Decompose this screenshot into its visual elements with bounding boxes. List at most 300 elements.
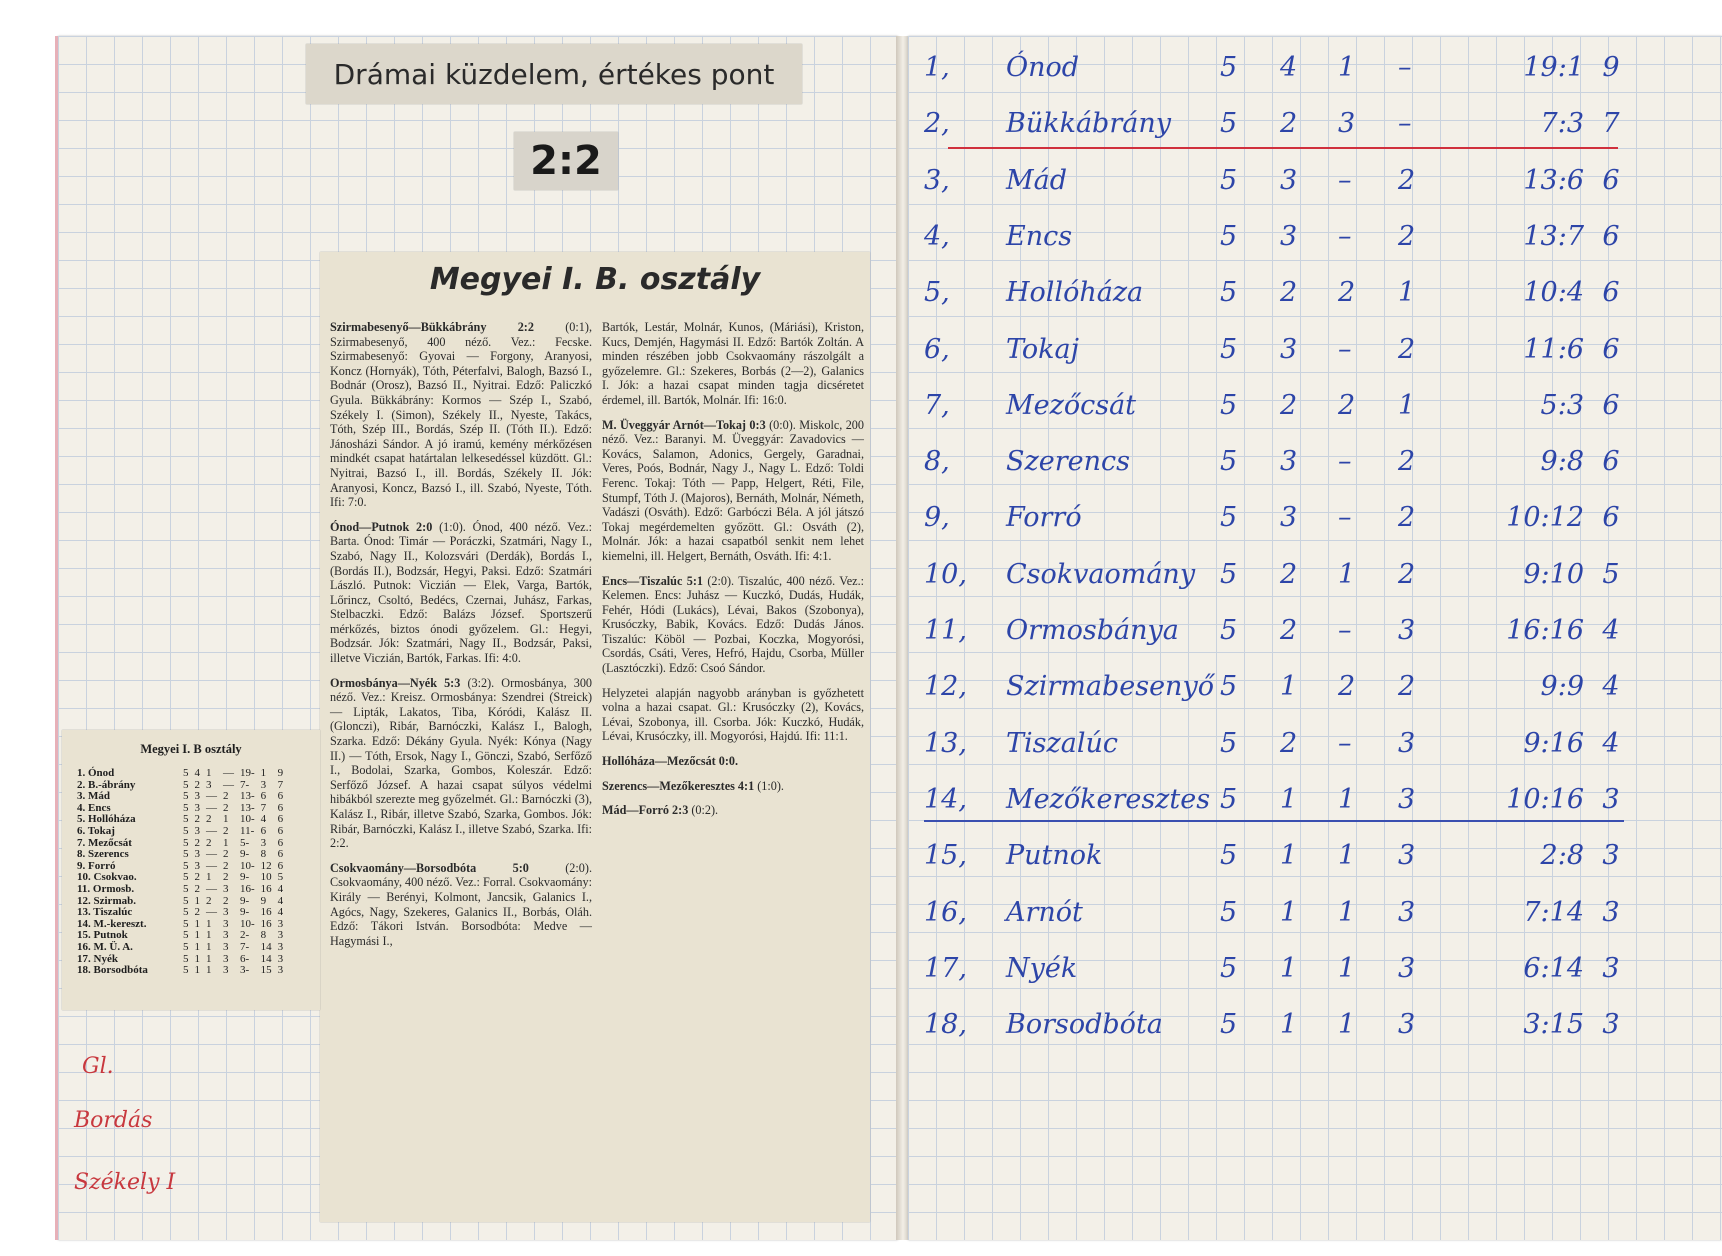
- article-paragraph: [602, 320, 864, 408]
- printed-stat-cell: 9-: [240, 871, 250, 884]
- printed-stat-cell: 4: [277, 906, 284, 919]
- handwritten-d-cell: 1: [1338, 840, 1356, 872]
- handwritten-goals-cell: 10:16: [1506, 783, 1584, 815]
- printed-stat-cell: 1: [206, 929, 212, 942]
- printed-stat-cell: 1: [206, 952, 212, 965]
- printed-stat-cell: 5: [183, 929, 189, 942]
- article-paragraph: [602, 803, 864, 818]
- printed-stat-cell: 1: [194, 917, 200, 930]
- printed-stat-cell: 3: [194, 801, 200, 814]
- printed-stat-cell: 16: [260, 882, 272, 895]
- handwritten-p-cell: 5: [1220, 727, 1238, 759]
- match-heading: Ormosbánya—Nyék 5:3: [330, 675, 461, 690]
- handwritten-pts-cell: 6: [1602, 333, 1620, 365]
- printed-stat-cell: 2: [223, 824, 229, 837]
- printed-stat-cell: 13-: [240, 801, 255, 814]
- printed-stat-cell: 10: [260, 871, 272, 884]
- printed-stat-cell: 1: [260, 767, 267, 779]
- printed-stat-cell: 16: [260, 917, 272, 930]
- handwritten-l-cell: 3: [1398, 840, 1416, 872]
- match-heading: M. Üveggyár Arnót—Tokaj 0:3: [602, 417, 766, 432]
- handwritten-rank-cell: 7,: [924, 389, 950, 421]
- printed-stat-cell: 3: [277, 929, 284, 942]
- handwritten-pts-cell: 6: [1602, 277, 1620, 309]
- handwritten-w-cell: 1: [1280, 896, 1298, 928]
- handwritten-pts-cell: 6: [1602, 502, 1620, 534]
- printed-stat-cell: 1: [206, 940, 212, 953]
- handwritten-team-cell: Tokaj: [1006, 333, 1079, 365]
- handwritten-pts-cell: 7: [1602, 108, 1620, 140]
- headline-text: Drámai küzdelem, értékes pont: [333, 57, 775, 91]
- handwritten-pts-cell: 4: [1602, 671, 1620, 703]
- printed-stat-cell: 5: [183, 836, 189, 849]
- handwritten-d-cell: –: [1338, 727, 1352, 759]
- article-paragraph: [602, 574, 864, 676]
- handwritten-p-cell: 5: [1220, 896, 1238, 928]
- printed-standings-row: [74, 849, 286, 861]
- match-heading: Szirmabesenyő—Bükkábrány 2:2: [330, 320, 534, 334]
- handwritten-rank-cell: 2,: [924, 108, 950, 140]
- handwritten-pts-cell: 9: [1602, 52, 1620, 83]
- handwritten-pts-cell: 3: [1602, 783, 1620, 815]
- printed-team-cell: 14. M.-kereszt.: [77, 917, 147, 930]
- printed-stat-cell: 3: [194, 824, 200, 837]
- handwritten-l-cell: 3: [1398, 1009, 1416, 1041]
- handwritten-w-cell: 2: [1280, 558, 1298, 590]
- handwritten-w-cell: 3: [1280, 220, 1298, 252]
- printed-stat-cell: 6: [277, 824, 284, 837]
- article-paragraph: [330, 320, 592, 510]
- handwritten-w-cell: 2: [1280, 389, 1298, 421]
- printed-standings-row: [74, 768, 286, 780]
- handwritten-team-cell: Mád: [1006, 164, 1068, 196]
- match-report-text: (1:0). Ónod, 400 néző. Vez.: Barta. Ónod: Timár — Poráczki, Szatmári, Nagy I., Szabó, Nagy II., Kolozsvári (Derdák), Bordás I., (Bordás II.), Bodzsár, Hegyi, Paksi. Edző: Szatmári László. Putnok: Viczián — Elek, Varga, Bartók, Lőrincz, Csoltó, Bedécs, Czernai, Juhász, Farkas, Stelbaczki. Edző: Balázs József. Sportszerű mérkőzés, biztos ónodi győzelem. Gl.: Hegyi, Bodzsár. Jók: Szatmári, Nagy II., Bodzsár, Paksi, illetve Viczián, Bartók, Farkas. Ifi: 4:0.: [330, 519, 592, 666]
- handwritten-d-cell: 1: [1338, 558, 1356, 590]
- printed-stat-cell: 1: [223, 836, 229, 849]
- handwritten-rank-cell: 17,: [924, 952, 967, 984]
- printed-stat-cell: 5: [183, 801, 189, 814]
- printed-stat-cell: 1: [194, 940, 200, 953]
- handwritten-l-cell: 2: [1398, 446, 1416, 478]
- handwritten-team-cell: Encs: [1006, 220, 1073, 252]
- printed-stat-cell: 6: [277, 801, 284, 814]
- handwritten-rank-cell: 12,: [924, 671, 967, 703]
- handwritten-l-cell: 2: [1398, 502, 1416, 534]
- blue-underline-rule: [924, 820, 1624, 822]
- handwritten-row: [918, 997, 1718, 1057]
- handwritten-w-cell: 2: [1280, 108, 1298, 140]
- printed-stat-cell: 2: [223, 871, 229, 884]
- printed-team-cell: 17. Nyék: [77, 952, 118, 965]
- printed-stat-cell: 5: [183, 859, 189, 872]
- handwritten-l-cell: 1: [1398, 277, 1416, 309]
- printed-stat-cell: 3: [277, 964, 284, 977]
- printed-stat-cell: 9: [277, 767, 284, 779]
- printed-stat-cell: 19-: [240, 767, 255, 779]
- handwritten-rank-cell: 16,: [924, 896, 967, 928]
- handwritten-row: [918, 490, 1718, 550]
- printed-stat-cell: 4: [194, 767, 200, 779]
- handwritten-p-cell: 5: [1220, 220, 1238, 252]
- printed-stat-cell: 2: [206, 813, 212, 826]
- match-report-text: (0:1), Szirmabesenyő, 400 néző. Vez.: Fecske. Szirmabesenyő: Gyovai — Forgony, Aranyosi, Koncz (Hornyák), Tóth, Péterfalvi, Balogh, Bazsó I., Bodnár (Orosz), Bazsó II., Nyitrai. Edző: Paliczkó Gyula. Bükkábrány: Kormos — Szép I., Szabó, Székely I. (Simon), Székely II., Nyeste, Takács, Tóth, Szép III., Bordás, Szép II. (Tóth II.). Edző: Jánosházi Sándor. A jó iramú, kemény mérkőzésen mindkét csapat határtalan lelkesedéssel küzdött. Gl.: Nyitrai, Bazsó I., ill. Bordás, Székely II. Jók: Aranyosi, Koncz, Bazsó I., ill. Szabó, Nyeste, Tóth. Ifi: 7:0.: [330, 320, 592, 510]
- handwritten-w-cell: 1: [1280, 671, 1298, 703]
- printed-stat-cell: 5: [183, 964, 189, 977]
- printed-stat-cell: 3: [260, 778, 267, 791]
- handwritten-p-cell: 5: [1220, 502, 1238, 534]
- printed-stat-cell: —: [206, 801, 217, 814]
- handwritten-pts-cell: 6: [1602, 446, 1620, 478]
- printed-stat-cell: 1: [206, 767, 212, 779]
- handwritten-l-cell: 1: [1398, 389, 1416, 421]
- printed-team-cell: 5. Hollóháza: [77, 813, 136, 826]
- printed-standings-row: [74, 907, 286, 919]
- handwritten-d-cell: –: [1338, 446, 1352, 478]
- printed-stat-cell: 1: [194, 929, 200, 942]
- handwritten-w-cell: 3: [1280, 333, 1298, 365]
- pen-gl-label: Gl.: [82, 1054, 114, 1079]
- handwritten-l-cell: 3: [1398, 727, 1416, 759]
- printed-stat-cell: 3: [206, 778, 212, 791]
- handwritten-l-cell: 2: [1398, 558, 1416, 590]
- printed-stat-cell: 10-: [240, 813, 255, 826]
- handwritten-row: [918, 153, 1718, 213]
- handwritten-team-cell: Borsodbóta: [1006, 1009, 1163, 1041]
- handwritten-rank-cell: 4,: [924, 220, 950, 252]
- headline-clipping: [306, 44, 802, 104]
- handwritten-p-cell: 5: [1220, 333, 1238, 365]
- handwritten-goals-cell: 9:10: [1523, 558, 1584, 590]
- printed-stat-cell: 3: [223, 906, 229, 919]
- printed-stat-cell: 1: [194, 894, 200, 907]
- printed-stat-cell: 16: [260, 906, 272, 919]
- printed-stat-cell: 3: [277, 940, 284, 953]
- handwritten-w-cell: 3: [1280, 446, 1298, 478]
- printed-stat-cell: 9-: [240, 906, 250, 919]
- handwritten-rank-cell: 18,: [924, 1009, 967, 1041]
- printed-stat-cell: 5: [183, 917, 189, 930]
- handwritten-d-cell: 1: [1338, 952, 1356, 984]
- handwritten-l-cell: 3: [1398, 896, 1416, 928]
- handwritten-team-cell: Forró: [1006, 502, 1082, 534]
- printed-stat-cell: 16-: [240, 882, 255, 895]
- printed-team-cell: 12. Szirmab.: [77, 894, 136, 907]
- match-report-text: (0:0). Miskolc, 200 néző. Vez.: Baranyi. M. Üveggyár: Zavadovics — Kovács, Salamon, Adonics, Gergely, Garadnai, Veres, Poós, Bodnár, Nagy J., Nagy L. Edző: Toldi Ferenc. Tokaj: Tóth — Papp, Helgert, Réti, File, Stumpf, Tóth J. (Majoros), Bernáth, Molnár, Németh, Vadászi (Osváth). Edző: Garbóczi Béla. A jól játszó Tokaj megérdemelten győzött. Gl.: Osváth (2), Molnár. Jók: a hazai csapatból senkit nem lehet kiemelni, ill. Helgert, Bernáth, Osváth. Ifi: 4:1.: [602, 417, 864, 563]
- handwritten-goals-cell: 2:8: [1540, 840, 1584, 872]
- printed-stat-cell: 2: [223, 801, 229, 814]
- handwritten-team-cell: Szerencs: [1006, 446, 1130, 478]
- pen-scorer-1: Bordás: [74, 1108, 153, 1133]
- printed-stat-cell: 2: [194, 778, 200, 791]
- printed-stat-cell: 2: [194, 813, 200, 826]
- handwritten-l-cell: 2: [1398, 220, 1416, 252]
- printed-standings-clipping: [62, 730, 320, 1010]
- printed-stat-cell: 2: [194, 906, 200, 919]
- score-clipping: [514, 132, 618, 190]
- printed-stat-cell: —: [206, 859, 217, 872]
- handwritten-pts-cell: 4: [1602, 615, 1620, 646]
- printed-stat-cell: —: [206, 824, 217, 837]
- handwritten-rank-cell: 11,: [924, 615, 967, 646]
- handwritten-rank-cell: 14,: [924, 783, 967, 815]
- printed-team-cell: 15. Putnok: [77, 929, 128, 942]
- printed-stat-cell: 4: [277, 882, 284, 895]
- handwritten-team-cell: Mezőcsát: [1006, 389, 1137, 421]
- printed-stat-cell: 2: [206, 894, 212, 907]
- handwritten-l-cell: –: [1398, 108, 1412, 140]
- handwritten-p-cell: 5: [1220, 164, 1238, 196]
- handwritten-rank-cell: 13,: [924, 727, 967, 759]
- handwritten-rank-cell: 3,: [924, 164, 950, 196]
- printed-team-cell: 1. Ónod: [77, 767, 115, 779]
- printed-stat-cell: 2: [223, 859, 229, 872]
- handwritten-p-cell: 5: [1220, 389, 1238, 421]
- printed-stat-cell: 6: [277, 790, 284, 803]
- handwritten-goals-cell: 13:7: [1523, 220, 1584, 252]
- handwritten-w-cell: 1: [1280, 952, 1298, 984]
- printed-stat-cell: 1: [194, 952, 200, 965]
- handwritten-team-cell: Csokvaomány: [1006, 558, 1196, 590]
- handwritten-goals-cell: 11:6: [1523, 333, 1584, 365]
- printed-stat-cell: 10-: [240, 859, 255, 872]
- handwritten-p-cell: 5: [1220, 558, 1238, 590]
- handwritten-team-cell: Arnót: [1006, 896, 1083, 928]
- handwritten-w-cell: 2: [1280, 277, 1298, 309]
- handwritten-team-cell: Tiszalúc: [1006, 727, 1118, 759]
- article-paragraph: [602, 418, 864, 564]
- handwritten-rank-cell: 10,: [924, 558, 967, 590]
- printed-team-cell: 18. Borsodbóta: [77, 964, 148, 977]
- printed-stat-cell: 6: [277, 836, 284, 849]
- handwritten-d-cell: 1: [1338, 896, 1356, 928]
- printed-stat-cell: 6: [260, 824, 267, 837]
- printed-stat-cell: 3: [277, 917, 284, 930]
- printed-stat-cell: 6: [260, 790, 267, 803]
- handwritten-w-cell: 3: [1280, 502, 1298, 534]
- printed-stat-cell: 2: [223, 894, 229, 907]
- handwritten-l-cell: 2: [1398, 671, 1416, 703]
- printed-stat-cell: 3: [223, 882, 229, 895]
- handwritten-row: [918, 716, 1718, 776]
- handwritten-goals-cell: 6:14: [1523, 952, 1584, 984]
- printed-stat-cell: 2: [223, 790, 229, 803]
- printed-stat-cell: 2: [194, 882, 200, 895]
- printed-stat-cell: 3: [223, 940, 229, 953]
- printed-stat-cell: 5: [183, 767, 189, 779]
- article-paragraph: [602, 754, 864, 769]
- red-underline-rule: [948, 147, 1618, 149]
- handwritten-pts-cell: 3: [1602, 1009, 1620, 1041]
- printed-stat-cell: 5: [183, 848, 189, 861]
- handwritten-d-cell: –: [1338, 615, 1352, 646]
- printed-stat-cell: 3: [223, 952, 229, 965]
- printed-stat-cell: 1: [206, 964, 212, 977]
- printed-stat-cell: 5: [183, 952, 189, 965]
- handwritten-pts-cell: 5: [1602, 558, 1620, 590]
- printed-stat-cell: 3: [223, 964, 229, 977]
- printed-stat-cell: 3-: [240, 964, 250, 977]
- handwritten-row: [918, 547, 1718, 607]
- handwritten-p-cell: 5: [1220, 1009, 1238, 1041]
- printed-stat-cell: —: [206, 848, 217, 861]
- printed-team-cell: 16. M. Ü. A.: [77, 940, 133, 953]
- printed-stat-cell: 3: [194, 848, 200, 861]
- match-heading: Mád—Forró 2:3: [602, 803, 689, 818]
- handwritten-p-cell: 5: [1220, 671, 1238, 703]
- printed-stat-cell: 1: [206, 917, 212, 930]
- handwritten-pts-cell: 4: [1602, 727, 1620, 759]
- printed-stat-cell: 7: [277, 778, 284, 791]
- handwritten-w-cell: 1: [1280, 840, 1298, 872]
- handwritten-goals-cell: 5:3: [1540, 389, 1584, 421]
- printed-team-cell: 6. Tokaj: [77, 824, 115, 837]
- handwritten-p-cell: 5: [1220, 840, 1238, 872]
- printed-stat-cell: —: [206, 906, 217, 919]
- handwritten-d-cell: 2: [1338, 671, 1356, 703]
- printed-stat-cell: 2: [206, 836, 212, 849]
- printed-stat-cell: —: [223, 767, 234, 779]
- handwritten-team-cell: Putnok: [1006, 840, 1103, 872]
- printed-stat-cell: 2: [223, 848, 229, 861]
- printed-stat-cell: 4: [260, 813, 267, 826]
- handwritten-row: [918, 772, 1718, 832]
- handwritten-team-cell: Mezőkeresztes: [1006, 783, 1211, 815]
- printed-team-cell: 8. Szerencs: [77, 848, 129, 861]
- printed-stat-cell: 3: [223, 929, 229, 942]
- printed-stat-cell: 7-: [240, 940, 250, 953]
- handwritten-row: [918, 828, 1718, 888]
- printed-stat-cell: 5-: [240, 836, 250, 849]
- handwritten-l-cell: –: [1398, 52, 1412, 83]
- printed-stat-cell: 3: [277, 952, 284, 965]
- handwritten-team-cell: Hollóháza: [1006, 277, 1144, 309]
- printed-stat-cell: 5: [183, 790, 189, 803]
- article-column-right: [602, 320, 864, 828]
- handwritten-goals-cell: 3:15: [1523, 1009, 1584, 1041]
- printed-stat-cell: 3: [260, 836, 267, 849]
- printed-stat-cell: 2: [194, 871, 200, 884]
- match-report-text: (0:2).: [691, 803, 719, 818]
- handwritten-goals-cell: 7:14: [1523, 896, 1584, 928]
- handwritten-w-cell: 1: [1280, 1009, 1298, 1041]
- printed-stat-cell: 9: [260, 894, 267, 907]
- handwritten-d-cell: –: [1338, 333, 1352, 365]
- printed-stat-cell: 2: [194, 836, 200, 849]
- handwritten-team-cell: Ónod: [1006, 52, 1080, 83]
- article-paragraph: [330, 676, 592, 851]
- printed-team-cell: 3. Mád: [77, 790, 110, 803]
- printed-stat-cell: 5: [183, 882, 189, 895]
- handwritten-row: [918, 40, 1718, 100]
- printed-stat-cell: 5: [183, 871, 189, 884]
- printed-standings-title: Megyei I. B osztály: [140, 742, 242, 756]
- handwritten-p-cell: 5: [1220, 446, 1238, 478]
- printed-stat-cell: 6-: [240, 952, 250, 965]
- printed-stat-cell: —: [223, 778, 234, 791]
- handwritten-row: [918, 603, 1718, 663]
- printed-team-cell: 10. Csokvao.: [77, 871, 137, 884]
- handwritten-w-cell: 4: [1280, 52, 1298, 83]
- handwritten-w-cell: 2: [1280, 615, 1298, 646]
- handwritten-d-cell: 3: [1338, 108, 1356, 140]
- printed-stat-cell: 5: [183, 906, 189, 919]
- printed-stat-cell: 1: [223, 813, 229, 826]
- handwritten-team-cell: Szirmabesenyő: [1006, 671, 1214, 703]
- handwritten-d-cell: 2: [1338, 277, 1356, 309]
- printed-team-cell: 9. Forró: [77, 859, 116, 872]
- handwritten-row: [918, 265, 1718, 325]
- match-heading: Encs—Tiszalúc 5:1: [602, 573, 703, 588]
- pen-scorer-2: Székely I: [74, 1170, 176, 1195]
- handwritten-p-cell: 5: [1220, 277, 1238, 309]
- score-text: 2:2: [530, 138, 602, 184]
- handwritten-row: [918, 209, 1718, 269]
- article-clipping: [320, 252, 870, 1222]
- handwritten-w-cell: 3: [1280, 164, 1298, 196]
- handwritten-rank-cell: 8,: [924, 446, 950, 478]
- match-heading: Szerencs—Mezőkeresztes 4:1: [602, 778, 755, 793]
- handwritten-rank-cell: 6,: [924, 333, 950, 365]
- printed-stat-cell: 4: [277, 894, 284, 907]
- handwritten-row: [918, 434, 1718, 494]
- handwritten-rank-cell: 15,: [924, 840, 967, 872]
- handwritten-d-cell: –: [1338, 502, 1352, 534]
- handwritten-goals-cell: 7:3: [1540, 108, 1584, 140]
- printed-team-cell: 2. B.-ábrány: [77, 778, 136, 791]
- handwritten-goals-cell: 10:4: [1523, 277, 1584, 309]
- handwritten-d-cell: 1: [1338, 52, 1356, 83]
- printed-stat-cell: 5: [183, 940, 189, 953]
- handwritten-row: [918, 659, 1718, 719]
- printed-stat-cell: 11-: [240, 824, 255, 837]
- printed-stat-cell: 14: [260, 940, 272, 953]
- article-paragraph: [602, 779, 864, 794]
- article-title: Megyei I. B. osztály: [429, 262, 761, 297]
- article-column-left: [330, 320, 592, 958]
- printed-team-cell: 4. Encs: [77, 801, 111, 814]
- handwritten-d-cell: –: [1338, 164, 1352, 196]
- handwritten-p-cell: 5: [1220, 52, 1238, 83]
- handwritten-rank-cell: 1,: [924, 52, 950, 83]
- printed-team-cell: 11. Ormosb.: [77, 882, 135, 895]
- printed-stat-cell: 9-: [240, 848, 250, 861]
- handwritten-rank-cell: 5,: [924, 277, 950, 309]
- handwritten-d-cell: 1: [1338, 783, 1356, 815]
- handwritten-d-cell: –: [1338, 220, 1352, 252]
- handwritten-p-cell: 5: [1220, 108, 1238, 140]
- printed-stat-cell: 1: [206, 871, 212, 884]
- printed-stat-cell: 6: [277, 859, 284, 872]
- printed-stat-cell: 2-: [240, 929, 250, 942]
- printed-standings-table: [74, 768, 286, 977]
- handwritten-l-cell: 3: [1398, 783, 1416, 815]
- match-report-text: Bartók, Lestár, Molnár, Kunos, (Máriási), Kriston, Kucs, Demjén, Hagymási II. Edző: Bartók Zoltán. A minden részében jobb Csokvaomány rászolgált a győzelemre. Gl.: Szekeres, Borbás (2—2), Galanics I. Jók: a hazai csapat minden tagja dicséretet érdemel, ill. Bartók, Molnár. Ifi: 16:0.: [602, 320, 864, 407]
- printed-stat-cell: 9-: [240, 894, 250, 907]
- match-report-text: (2:0). Csokvaomány, 400 néző. Vez.: Forral. Csokvaomány: Király — Berényi, Kolmont, Jancsik, Galanics I., Agócs, Nagy, Szekeres, Galanics II., Borbás, Oláh. Edző: Tákori István. Borsodbóta: Medve — Hagymási I.,: [330, 860, 592, 948]
- handwritten-l-cell: 2: [1398, 164, 1416, 196]
- printed-stat-cell: 7: [260, 801, 267, 814]
- printed-stat-cell: —: [206, 790, 217, 803]
- article-paragraph: [330, 861, 592, 949]
- handwritten-goals-cell: 13:6: [1523, 164, 1584, 196]
- handwritten-row: [918, 378, 1718, 438]
- match-heading: Hollóháza—Mezőcsát 0:0.: [602, 754, 739, 769]
- handwritten-row: [918, 941, 1718, 1001]
- match-report-text: (1:0).: [757, 778, 784, 793]
- article-paragraph: [330, 520, 592, 666]
- handwritten-d-cell: 1: [1338, 1009, 1356, 1041]
- match-report-text: (3:2). Ormosbánya, 300 néző. Vez.: Kreisz. Ormosbánya: Szendrei (Streick) — Lipták, Lakatos, Tiba, Kóródi, Kalász II. (Glonczi), Ribár, Barnóczki, Kalász I., Balogh, Szarka. Edző: Dékány Gyula. Nyék: Kónya (Nagy II.) — Tóth, Ersok, Nagy I., Gönczi, Szabó, Serfőző I., Bodolai, Szarka, Gombos, Koleszár. Edző: Serfőző József. A hazai csapat súlyos védelmi hibákból szerezte meg győzelmét. Gl.: Barnóczki (3), Kalász I., Ribár, illetve Szabó, Szarka, Gombos. Jók: Ribár, Barnóczki, Kalász I., illetve Szabó, Szarka. Ifi: 2:2.: [330, 675, 593, 851]
